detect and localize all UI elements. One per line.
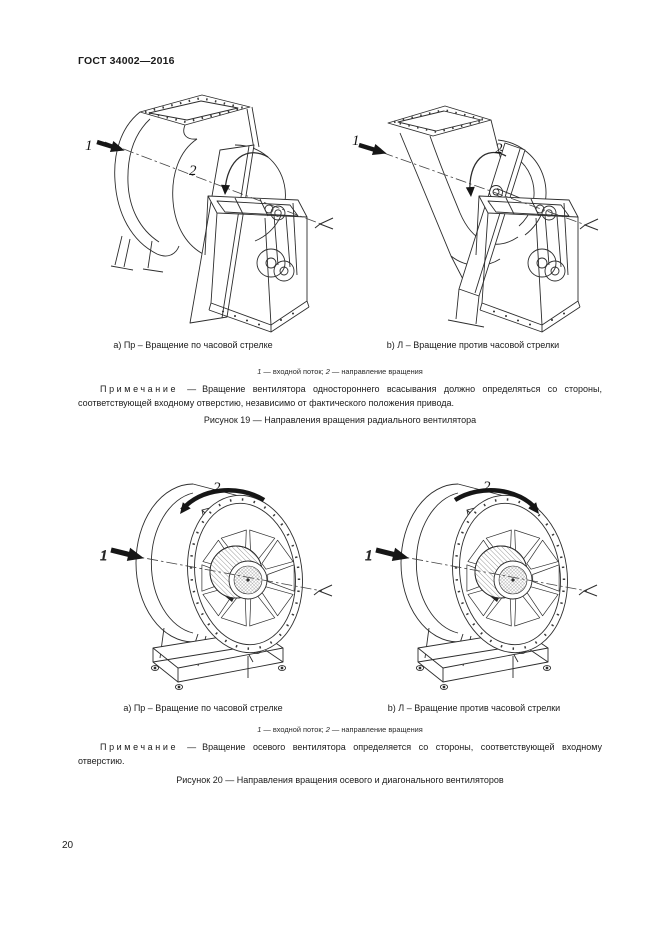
side-panel bbox=[190, 145, 254, 323]
flow-label: 1 bbox=[85, 138, 93, 154]
figure19-drawing-a-radial-clockwise bbox=[75, 93, 335, 335]
inlet-arrow-icon bbox=[357, 139, 388, 159]
volute-front bbox=[173, 139, 207, 256]
rotation-label: 2 bbox=[495, 141, 503, 157]
flow-label: 1 bbox=[352, 133, 360, 149]
figure19-note bbox=[78, 383, 602, 410]
casing-feet bbox=[111, 236, 163, 272]
rotation-label: 2 bbox=[189, 163, 197, 179]
note-dash: — bbox=[187, 742, 197, 752]
axis-line bbox=[364, 146, 586, 225]
rotation-label: 2 bbox=[213, 480, 221, 496]
note-dash: — bbox=[187, 384, 197, 394]
view-direction-icon bbox=[580, 219, 598, 230]
legend-num: 1 bbox=[257, 725, 262, 734]
view-direction-icon bbox=[315, 218, 333, 229]
legend-num: 1 bbox=[257, 367, 262, 376]
page-header: ГОСТ 34002—2016 bbox=[78, 55, 175, 67]
outlet-flange bbox=[140, 95, 250, 125]
note-label: Примечание bbox=[100, 742, 179, 752]
page-number: 20 bbox=[62, 840, 74, 851]
legend-num: 2 bbox=[325, 725, 330, 734]
legend-text: — направление вращения bbox=[331, 367, 423, 376]
note-text: Вращение вентилятора одностороннего всасывания должно определяться со стороны, соответствующей входному отверстию, независимо от фактического положения привода. bbox=[78, 384, 602, 408]
legend-num: 2 bbox=[325, 367, 330, 376]
figure19-legend bbox=[78, 367, 602, 376]
outlet-flange bbox=[388, 106, 491, 136]
note-label: Примечание bbox=[100, 384, 179, 394]
volute-outer bbox=[115, 112, 179, 256]
figure20-subcaption-a: a) Пр – Вращение по часовой стрелке bbox=[123, 703, 283, 713]
figure20-caption: Рисунок 20 — Направления вращения осевого и диагонального вентиляторов bbox=[176, 775, 504, 785]
figure20-drawing-a-axial-clockwise bbox=[98, 466, 333, 703]
note-text: Вращение осевого вентилятора определяется со стороны, соответствующей входному отверстию. bbox=[78, 742, 602, 766]
legend-text: — входной поток; bbox=[263, 367, 324, 376]
figure19-subcaption-a: a) Пр – Вращение по часовой стрелке bbox=[113, 340, 273, 350]
figure20-subcaption-b: b) Л – Вращение против часовой стрелки bbox=[387, 703, 561, 713]
figure19-caption: Рисунок 19 — Направления вращения радиального вентилятора bbox=[203, 415, 477, 425]
figure20-drawing-b-axial-counterclockwise bbox=[363, 466, 598, 703]
legend-text: — входной поток; bbox=[263, 725, 324, 734]
legend-text: — направление вращения bbox=[331, 725, 423, 734]
rotation-label: 2 bbox=[483, 479, 491, 495]
figure20-legend bbox=[78, 725, 602, 734]
figure20-note bbox=[78, 741, 602, 768]
inlet-arrow-icon bbox=[95, 136, 126, 156]
figure19-subcaption-b: b) Л – Вращение против часовой стрелки bbox=[386, 340, 560, 350]
figure19-drawing-b-radial-counterclockwise bbox=[348, 93, 603, 335]
